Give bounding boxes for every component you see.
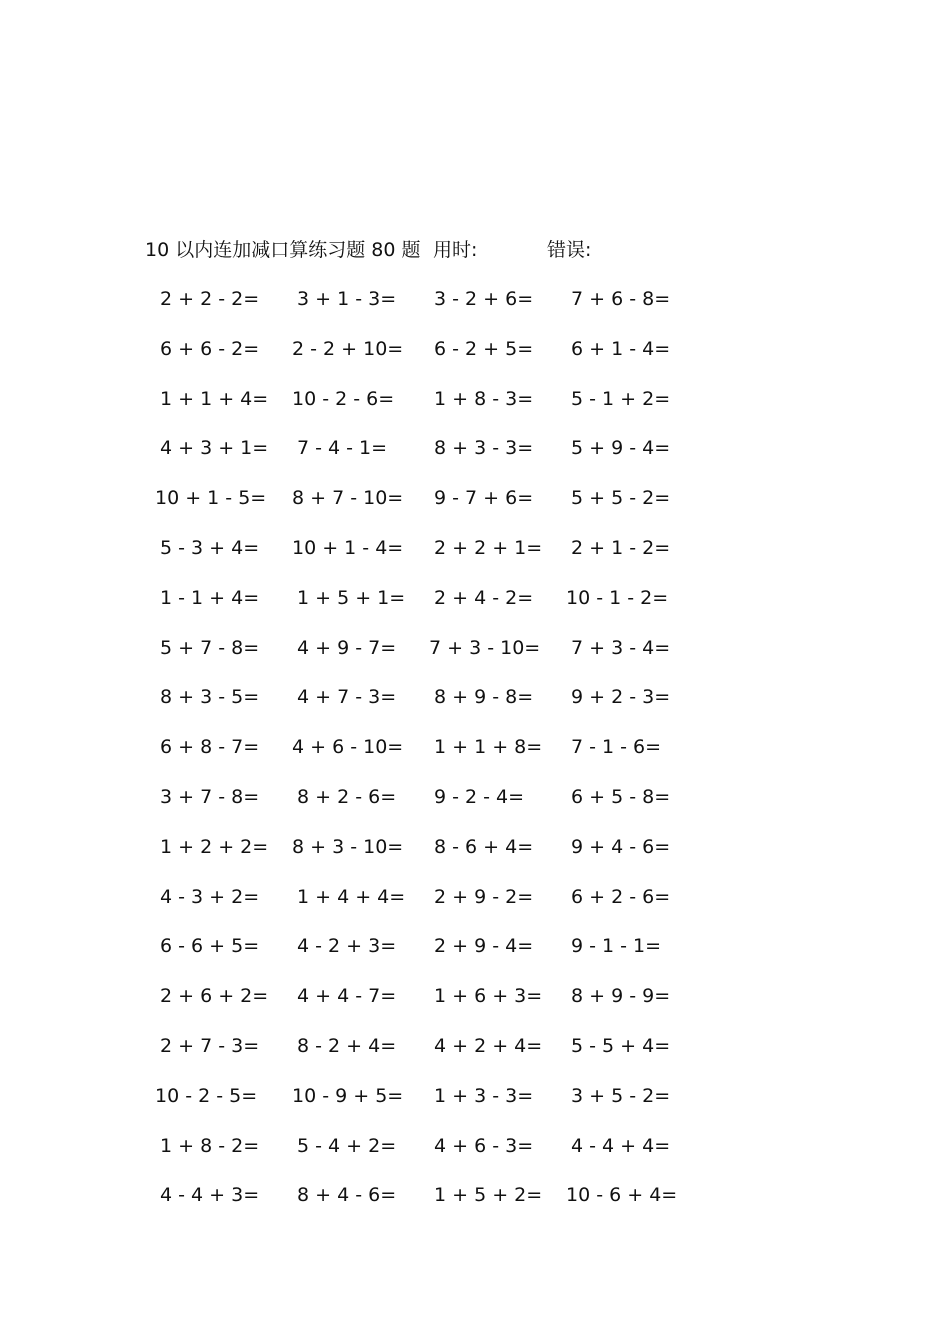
arithmetic-problem: 2 - 2 + 10= xyxy=(292,337,404,360)
arithmetic-problem: 10 - 2 - 5= xyxy=(155,1084,258,1107)
arithmetic-problem: 8 - 2 + 4= xyxy=(297,1034,397,1057)
problem-row xyxy=(150,1032,710,1082)
problem-row xyxy=(150,1181,710,1231)
problem-row xyxy=(150,833,710,883)
arithmetic-problem: 10 + 1 - 5= xyxy=(155,487,267,510)
arithmetic-problem: 4 - 3 + 2= xyxy=(160,885,260,908)
arithmetic-problem: 1 + 8 - 3= xyxy=(434,387,534,410)
arithmetic-problem: 8 + 7 - 10= xyxy=(292,487,404,510)
arithmetic-problem: 2 + 6 + 2= xyxy=(160,985,269,1008)
arithmetic-problem: 8 - 6 + 4= xyxy=(434,835,534,858)
arithmetic-problem: 6 - 6 + 5= xyxy=(160,935,260,958)
problem-row xyxy=(150,634,710,684)
arithmetic-problem: 6 + 6 - 2= xyxy=(160,337,260,360)
arithmetic-problem: 5 - 1 + 2= xyxy=(571,387,671,410)
arithmetic-problem: 8 + 2 - 6= xyxy=(297,785,397,808)
arithmetic-problem: 9 + 2 - 3= xyxy=(571,686,671,709)
arithmetic-problem: 10 - 1 - 2= xyxy=(566,586,669,609)
arithmetic-problem: 3 + 5 - 2= xyxy=(571,1084,671,1107)
arithmetic-problem: 1 + 1 + 4= xyxy=(160,387,269,410)
arithmetic-problem: 8 + 9 - 8= xyxy=(434,686,534,709)
problem-row xyxy=(150,982,710,1032)
arithmetic-problem: 3 + 7 - 8= xyxy=(160,785,260,808)
arithmetic-problem: 4 + 2 + 4= xyxy=(434,1034,543,1057)
arithmetic-problem: 4 + 4 - 7= xyxy=(297,985,397,1008)
arithmetic-problem: 6 - 2 + 5= xyxy=(434,337,534,360)
problem-row xyxy=(150,385,710,435)
arithmetic-problem: 1 - 1 + 4= xyxy=(160,586,260,609)
arithmetic-problem: 4 - 4 + 3= xyxy=(160,1184,260,1207)
arithmetic-problem: 4 + 3 + 1= xyxy=(160,437,269,460)
arithmetic-problem: 8 + 3 - 3= xyxy=(434,437,534,460)
arithmetic-problem: 5 - 3 + 4= xyxy=(160,536,260,559)
arithmetic-problem: 2 + 2 - 2= xyxy=(160,288,260,310)
problem-row xyxy=(150,335,710,385)
arithmetic-problem: 2 + 9 - 2= xyxy=(434,885,534,908)
arithmetic-problem: 9 + 4 - 6= xyxy=(571,835,671,858)
problem-row xyxy=(150,883,710,933)
arithmetic-problem: 10 - 2 - 6= xyxy=(292,387,395,410)
arithmetic-problem: 10 - 9 + 5= xyxy=(292,1084,404,1107)
arithmetic-problem: 1 + 3 - 3= xyxy=(434,1084,534,1107)
arithmetic-problem: 7 - 1 - 6= xyxy=(571,736,662,759)
arithmetic-problem: 4 - 4 + 4= xyxy=(571,1134,671,1157)
errors-label: 错误: xyxy=(547,239,592,261)
problem-row xyxy=(150,733,710,783)
arithmetic-problem: 8 + 3 - 5= xyxy=(160,686,260,709)
arithmetic-problem: 7 - 4 - 1= xyxy=(297,437,388,460)
arithmetic-problem: 8 + 9 - 9= xyxy=(571,985,671,1008)
problem-row xyxy=(150,783,710,833)
arithmetic-problem: 3 - 2 + 6= xyxy=(434,288,534,310)
problem-row xyxy=(150,683,710,733)
arithmetic-problem: 2 + 9 - 4= xyxy=(434,935,534,958)
arithmetic-problem: 2 + 4 - 2= xyxy=(434,586,534,609)
arithmetic-problem: 5 + 7 - 8= xyxy=(160,636,260,659)
problem-grid xyxy=(150,285,710,1231)
arithmetic-problem: 4 + 7 - 3= xyxy=(297,686,397,709)
arithmetic-problem: 10 + 1 - 4= xyxy=(292,536,404,559)
problem-row xyxy=(150,932,710,982)
arithmetic-problem: 7 + 6 - 8= xyxy=(571,288,671,310)
arithmetic-problem: 9 - 2 - 4= xyxy=(434,785,525,808)
arithmetic-problem: 6 + 8 - 7= xyxy=(160,736,260,759)
arithmetic-problem: 6 + 1 - 4= xyxy=(571,337,671,360)
arithmetic-problem: 1 + 2 + 2= xyxy=(160,835,269,858)
arithmetic-problem: 7 + 3 - 4= xyxy=(571,636,671,659)
problem-row xyxy=(150,285,710,335)
arithmetic-problem: 4 + 6 - 10= xyxy=(292,736,404,759)
arithmetic-problem: 7 + 3 - 10= xyxy=(429,636,541,659)
arithmetic-problem: 1 + 5 + 1= xyxy=(297,586,406,609)
arithmetic-problem: 6 + 2 - 6= xyxy=(571,885,671,908)
arithmetic-problem: 1 + 5 + 2= xyxy=(434,1184,543,1207)
arithmetic-problem: 6 + 5 - 8= xyxy=(571,785,671,808)
arithmetic-problem: 4 + 9 - 7= xyxy=(297,636,397,659)
arithmetic-problem: 2 + 1 - 2= xyxy=(571,536,671,559)
problem-row xyxy=(150,534,710,584)
arithmetic-problem: 8 + 4 - 6= xyxy=(297,1184,397,1207)
worksheet-header xyxy=(145,236,845,264)
arithmetic-problem: 1 + 1 + 8= xyxy=(434,736,543,759)
arithmetic-problem: 9 - 7 + 6= xyxy=(434,487,534,510)
arithmetic-problem: 10 - 6 + 4= xyxy=(566,1184,678,1207)
arithmetic-problem: 9 - 1 - 1= xyxy=(571,935,662,958)
arithmetic-problem: 5 + 9 - 4= xyxy=(571,437,671,460)
problem-row xyxy=(150,484,710,534)
problem-row xyxy=(150,584,710,634)
arithmetic-problem: 8 + 3 - 10= xyxy=(292,835,404,858)
arithmetic-problem: 5 + 5 - 2= xyxy=(571,487,671,510)
worksheet-title: 10 以内连加减口算练习题 80 题 xyxy=(145,239,421,261)
arithmetic-problem: 3 + 1 - 3= xyxy=(297,288,397,310)
arithmetic-problem: 1 + 6 + 3= xyxy=(434,985,543,1008)
time-label: 用时: xyxy=(433,239,478,261)
arithmetic-problem: 5 - 5 + 4= xyxy=(571,1034,671,1057)
problem-row xyxy=(150,1132,710,1182)
arithmetic-problem: 4 - 2 + 3= xyxy=(297,935,397,958)
problem-row xyxy=(150,1082,710,1132)
arithmetic-problem: 2 + 7 - 3= xyxy=(160,1034,260,1057)
arithmetic-problem: 1 + 8 - 2= xyxy=(160,1134,260,1157)
problem-row xyxy=(150,434,710,484)
arithmetic-problem: 5 - 4 + 2= xyxy=(297,1134,397,1157)
arithmetic-problem: 1 + 4 + 4= xyxy=(297,885,406,908)
arithmetic-problem: 2 + 2 + 1= xyxy=(434,536,543,559)
arithmetic-problem: 4 + 6 - 3= xyxy=(434,1134,534,1157)
